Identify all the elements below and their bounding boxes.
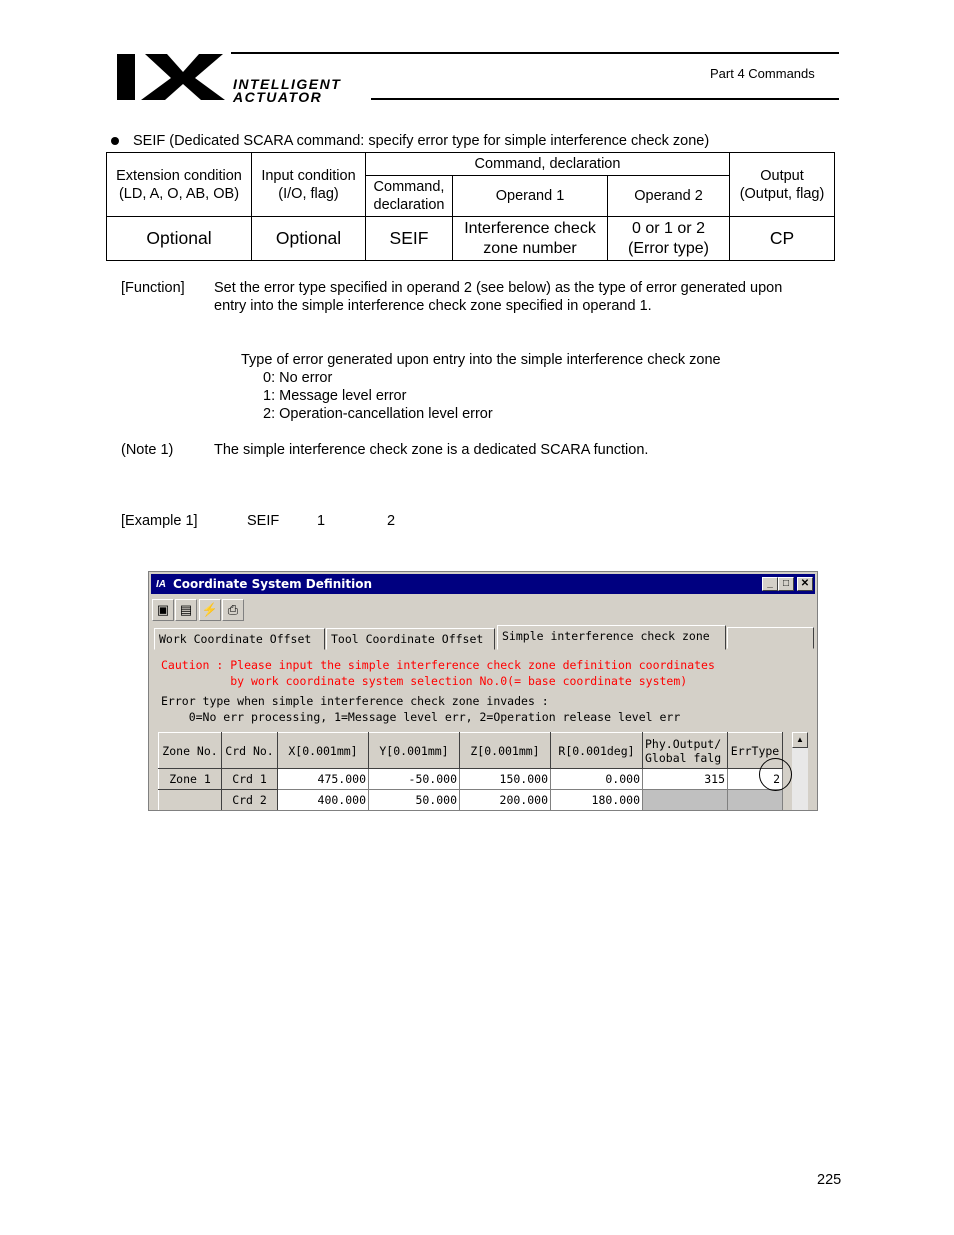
tab-strip-filler	[727, 627, 814, 649]
col-zone-no: Zone No.	[159, 733, 222, 769]
value-command: SEIF	[366, 217, 453, 261]
col-text: Global falg	[645, 750, 722, 765]
ix-logo	[113, 50, 228, 104]
example-label: [Example 1]	[121, 513, 198, 529]
bullet-icon	[111, 137, 119, 145]
cell-text: Interference check	[464, 219, 596, 237]
delete-icon[interactable]: ▤	[175, 599, 197, 621]
header-rule	[231, 52, 839, 54]
close-button[interactable]: ✕	[797, 577, 813, 591]
header-text: Command,	[373, 179, 445, 195]
error-type-item: 2: Operation-cancellation level error	[263, 406, 493, 422]
header-text: (I/O, flag)	[278, 185, 339, 202]
note-text: The simple interference check zone is a dedicated SCARA function.	[214, 442, 649, 458]
function-label: [Function]	[121, 280, 185, 296]
col-r: R[0.001deg]	[551, 733, 643, 769]
value-output: CP	[730, 217, 835, 261]
error-type-item: 0: No error	[263, 370, 333, 386]
transfer-icon[interactable]: ⚡	[199, 599, 221, 621]
cell-z[interactable]: 200.000	[460, 790, 551, 811]
cell-z[interactable]: 150.000	[460, 769, 551, 790]
section-heading: SEIF (Dedicated SCARA command: specify error type for simple interference check zone)	[133, 133, 710, 149]
page-number: 225	[817, 1172, 842, 1188]
note-label: (Note 1)	[121, 442, 174, 458]
header-command-group: Command, declaration	[366, 153, 730, 176]
print-icon[interactable]: ⎙	[222, 599, 244, 621]
header-rule-lower	[371, 98, 839, 100]
header-text: declaration	[373, 197, 445, 213]
info-line-2: 0=No err processing, 1=Message level err, 2=Operation release level err	[161, 710, 681, 724]
error-type-item: 1: Message level error	[263, 388, 407, 404]
value-operand-2	[608, 217, 730, 261]
maximize-button[interactable]: □	[778, 577, 794, 591]
header-extension-condition	[107, 153, 252, 217]
col-y: Y[0.001mm]	[369, 733, 460, 769]
cell-x[interactable]: 475.000	[278, 769, 369, 790]
header-output	[730, 153, 835, 217]
col-text: Phy.Output/	[645, 736, 722, 751]
col-phy-output	[643, 733, 728, 769]
row-crd: Crd 2	[222, 790, 278, 811]
header-operand-2: Operand 2	[608, 176, 730, 217]
cell-errtype	[728, 790, 783, 811]
col-x: X[0.001mm]	[278, 733, 369, 769]
value-input-condition: Optional	[252, 217, 366, 261]
example-command: SEIF	[247, 513, 280, 529]
header-text: Input condition	[261, 167, 356, 184]
part-label: Part 4 Commands	[710, 66, 815, 81]
header-operand-1: Operand 1	[453, 176, 608, 217]
cell-y[interactable]: 50.000	[369, 790, 460, 811]
window-titlebar	[151, 574, 815, 594]
app-icon: IA	[156, 579, 166, 590]
cell-r[interactable]: 180.000	[551, 790, 643, 811]
error-type-title: Type of error generated upon entry into the simple interference check zone	[241, 352, 721, 368]
row-zone	[159, 790, 222, 811]
cell-text: 0 or 1 or 2	[632, 219, 705, 237]
tab-work-coordinate-offset[interactable]: Work Coordinate Offset	[154, 628, 325, 650]
header-text: (LD, A, O, AB, OB)	[118, 185, 240, 202]
caution-line-1: Caution : Please input the simple interference check zone definition coordinates	[161, 658, 715, 672]
info-line-1: Error type when simple interference check zone invades :	[161, 694, 549, 708]
header-input-condition	[252, 153, 366, 217]
cell-phy-output[interactable]: 315	[643, 769, 728, 790]
tab-tool-coordinate-offset[interactable]: Tool Coordinate Offset	[326, 628, 495, 650]
cell-y[interactable]: -50.000	[369, 769, 460, 790]
save-icon[interactable]: ▣	[152, 599, 174, 621]
tab-simple-interference-check-zone[interactable]: Simple interference check zone	[497, 625, 726, 650]
header-text: (Output, flag)	[739, 185, 825, 202]
table-row	[159, 769, 783, 790]
col-z: Z[0.001mm]	[460, 733, 551, 769]
zone-grid	[158, 732, 783, 811]
header-command	[366, 176, 453, 217]
highlight-circle	[759, 758, 792, 791]
col-crd-no: Crd No.	[222, 733, 278, 769]
cell-text: zone number	[483, 239, 577, 257]
cell-text: (Error type)	[628, 239, 709, 257]
header-text: Extension condition	[116, 167, 242, 184]
row-crd: Crd 1	[222, 769, 278, 790]
header-text: Output	[760, 167, 804, 184]
scroll-up-icon[interactable]: ▲	[792, 732, 808, 748]
value-operand-1	[453, 217, 608, 261]
example-operand-2: 2	[387, 513, 396, 529]
minimize-button[interactable]: _	[762, 577, 778, 591]
window-title: Coordinate System Definition	[173, 577, 373, 591]
function-line-1: Set the error type specified in operand 2 (see below) as the type of error generated upon	[214, 280, 783, 296]
value-extension-condition: Optional	[107, 217, 252, 261]
cell-errtype[interactable]: 2	[728, 769, 783, 790]
cell-x[interactable]: 400.000	[278, 790, 369, 811]
caution-line-2: by work coordinate system selection No.0(= base coordinate system)	[161, 674, 688, 688]
coordinate-system-window	[148, 571, 818, 811]
command-spec-table	[106, 152, 835, 261]
col-errtype: ErrType	[728, 733, 783, 769]
function-line-2: entry into the simple interference check zone specified in operand 1.	[214, 298, 652, 314]
logo-wordmark	[233, 78, 341, 104]
example-operand-1: 1	[317, 513, 326, 529]
cell-phy-output	[643, 790, 728, 811]
logo-line1: INTELLIGENT	[233, 76, 342, 92]
table-row	[159, 790, 783, 811]
row-zone: Zone 1	[159, 769, 222, 790]
cell-r[interactable]: 0.000	[551, 769, 643, 790]
logo-line2: ACTUATOR	[233, 89, 323, 105]
